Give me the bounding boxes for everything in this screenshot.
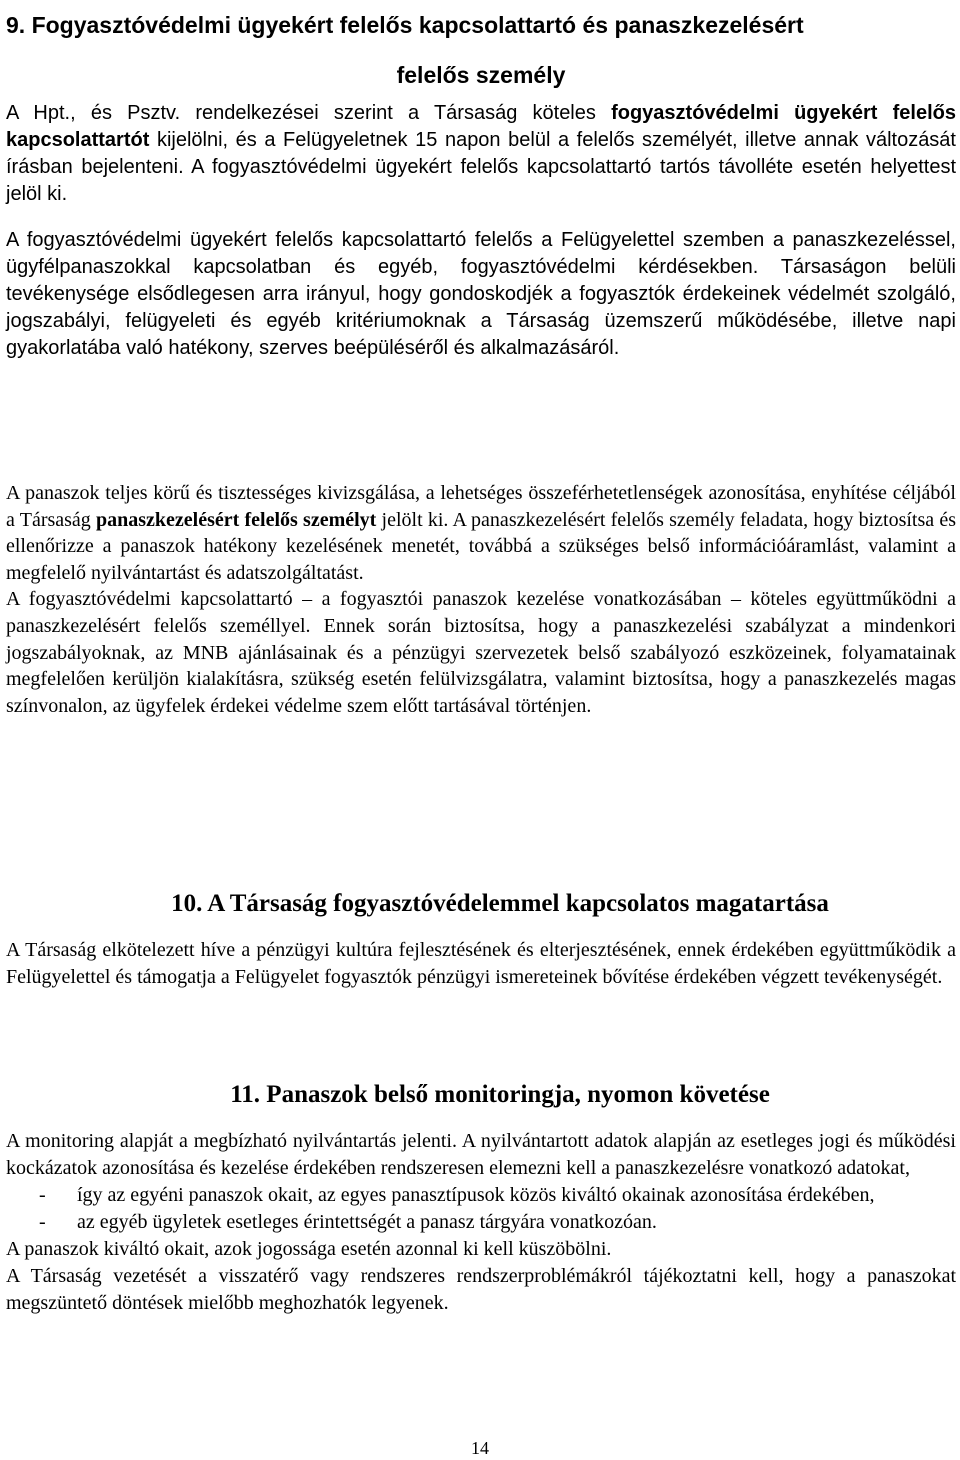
list-item-text: az egyéb ügyletek esetleges érintettségét a panasz tárgyára vonatkozóan. (77, 1211, 657, 1233)
section-9-p3-bold: panaszkezelésért felelős személyt (96, 508, 377, 531)
section-10-title: 10. A Társaság fogyasztóvédelemmel kapcsolatos magatartása (171, 890, 829, 917)
section-9-p3-text-a: A panaszok teljes körű és tisztességes kivizsgálása, a lehetséges összeférhetetlenségek azonosítása, enyhítése céljából a Társaság (6, 482, 956, 531)
section-9-paragraph-1 (6, 100, 956, 208)
section-9-p1-text-a: A Hpt., és Psztv. rendelkezései szerint a Társaság köteles (6, 102, 612, 124)
section-9-p1-text-c: kijelölni, és a Felügyeletnek 15 napon belül a felelős személyét, illetve annak változását írásban bejelenteni. A fogyasztóvédelmi ügyekért felelős kapcsolattartó tartós távolléte esetén helyettest jelöl ki. (6, 129, 956, 205)
bullet-dash: - (39, 1184, 46, 1206)
section-9-p3-text-c: jelölt ki. A panaszkezelésért felelős személy feladata, hogy biztosítsa és ellenőrizze a panaszok hatékony kezelésének menetét, továbbá a szükséges belső információáramlást, valamint a megfelelő nyilvántartást és adatszolgáltatást. (6, 508, 956, 584)
section-9 (6, 0, 956, 362)
section-11-bullet-list (6, 1182, 956, 1236)
section-9-title (6, 0, 956, 100)
page-number: 14 (471, 1438, 489, 1458)
list-item (6, 1182, 956, 1209)
section-9-paragraph-2: A fogyasztóvédelmi ügyekért felelős kapcsolattartó felelős a Felügyelettel szemben a panaszkezeléssel, ügyfélpanaszokkal kapcsolatban és egyéb, fogyasztóvédelmi kérdésekben. Társaságon belüli tevékenysége elsődlegesen arra irányul, hogy gondoskodjék a fogyasztók érdekeinek védelmét szolgáló, jogszabályi, felügyeleti és egyéb kritériumoknak a Társaság üzemszerű működésébe, illetve napi gyakorlatába való hatékony, szerves beépüléséről és alkalmazásáról. (6, 229, 956, 359)
section-9-p1-bold: fogyasztóvédelmi ügyekért felelős kapcsolattartót (6, 102, 957, 151)
section-11-title: 11. Panaszok belső monitoringja, nyomon követése (230, 1081, 770, 1108)
section-10-paragraph-1: A Társaság elkötelezett híve a pénzügyi kultúra fejlesztésének és elterjesztésének, ennek érdekében együttműködik a Felügyelettel és támogatja a Felügyelet fogyasztók pénzügyi ismereteinek bővítése érdekében végzett tevékenységét. (6, 939, 956, 988)
list-item (6, 1209, 956, 1236)
section-9-title-line1: 9. Fogyasztóvédelmi ügyekért felelős kapcsolattartó és panaszkezelésért (6, 12, 804, 38)
section-11-paragraph-3: A Társaság vezetését a visszatérő vagy rendszeres rendszerproblémákról tájékoztatni kell, hogy a panaszokat megszüntető döntések mielőbb meghozhatók legyenek. (6, 1265, 956, 1314)
section-9-title-line2: felelős személy (396, 62, 566, 88)
list-item-text: így az egyéni panaszok okait, az egyes panasztípusok közös kiváltó okainak azonosítása érdekében, (77, 1184, 875, 1206)
section-9-paragraph-3 (6, 480, 956, 586)
section-11-paragraph-2: A panaszok kiváltó okait, azok jogossága esetén azonnal ki kell küszöbölni. (6, 1238, 612, 1260)
section-11-paragraph-1: A monitoring alapját a megbízható nyilvántartás jelenti. A nyilvántartott adatok alapján az esetleges jogi és működési kockázatok azonosítása és kezelése érdekében rendszeresen elemezni kell a panaszkezelésre vonatkozó adatokat, (6, 1130, 956, 1179)
section-11-body (6, 1128, 956, 1317)
bullet-dash: - (39, 1211, 46, 1233)
section-9-paragraph-4: A fogyasztóvédelmi kapcsolattartó – a fogyasztói panaszok kezelése vonatkozásában – köteles együttműködni a panaszkezelésért felelős személlyel. Ennek során biztosítsa, hogy a panaszkezelési szabályzat a mindenkori jogszabályoknak, az MNB ajánlásainak és a pénzügyi szervezetek belső szabályozó eszközeinek, folyamatainak megfelelően kerüljön kialakításra, szükség esetén felülvizsgálatra, valamint biztosítsa, hogy a panaszkezelés magas színvonalon, az ügyfelek érdekei védelme szem előtt tartásával történjen. (6, 588, 956, 717)
section-9-continued (6, 480, 956, 719)
